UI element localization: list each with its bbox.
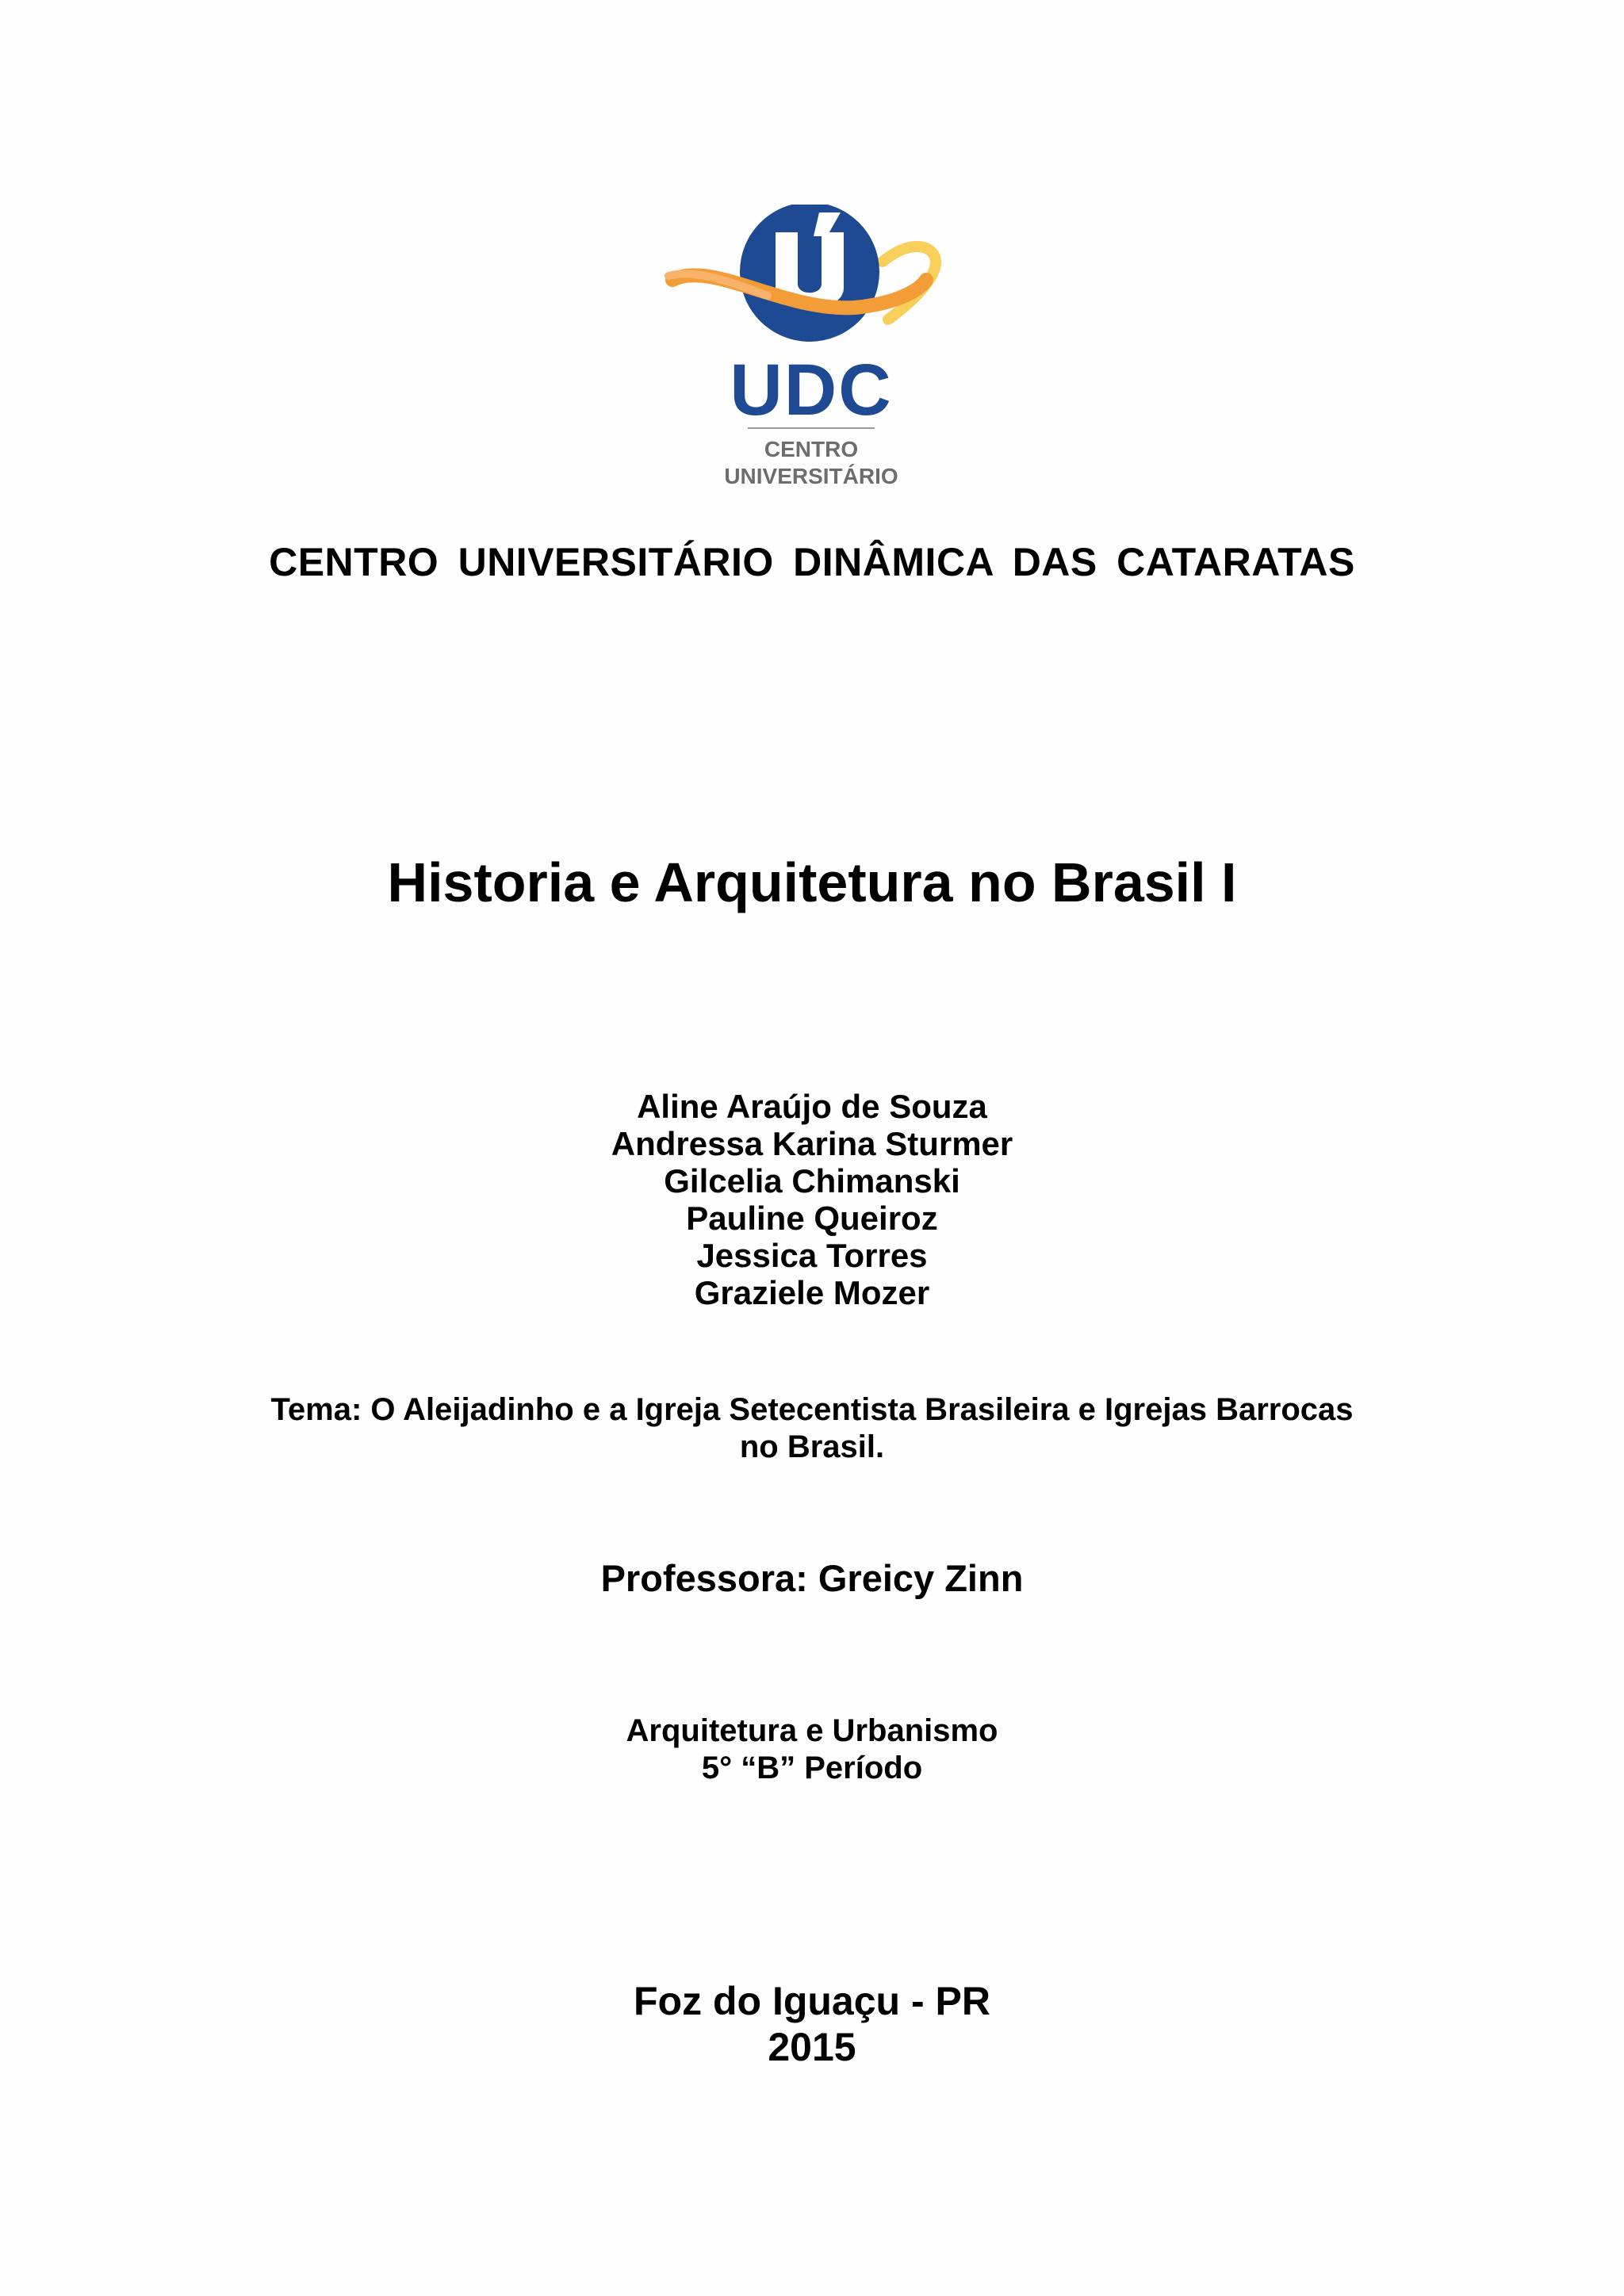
professor-name: Professora: Greicy Zinn [600, 1557, 1024, 1599]
program-info [0, 1712, 1624, 1787]
author-name: Pauline Queiroz [686, 1200, 938, 1237]
logo-brand-text: UDC [730, 350, 893, 430]
theme-statement [0, 1391, 1624, 1466]
author-name: Graziele Mozer [694, 1274, 930, 1311]
theme-line-1: Tema: O Aleijadinho e a Igreja Setecentista Brasileira e Igrejas Barrocas [270, 1392, 1354, 1427]
logo-subtitle-line2: UNIVERSITÁRIO [724, 464, 898, 488]
program-name: Arquitetura e Urbanismo [626, 1713, 998, 1748]
footer-year: 2015 [768, 2025, 856, 2069]
theme-line-2: no Brasil. [739, 1429, 885, 1464]
author-name: Aline Araújo de Souza [637, 1088, 987, 1125]
author-list [0, 1088, 1624, 1311]
author-name: Jessica Torres [696, 1237, 928, 1274]
logo-circle [740, 205, 879, 342]
author-name: Andressa Karina Sturmer [611, 1125, 1013, 1162]
program-period: 5° “B” Período [701, 1751, 923, 1785]
footer-city: Foz do Iguaçu - PR [634, 1979, 990, 2023]
logo-subtitle-line1: CENTRO [764, 437, 859, 461]
author-name: Gilcelia Chimanski [664, 1162, 960, 1200]
udc-logo [665, 205, 958, 498]
course-title: Historia e Arquitetura no Brasil I [387, 851, 1237, 913]
institution-name: CENTRO UNIVERSITÁRIO DINÂMICA DAS CATARATAS [269, 540, 1355, 584]
footer-location-year [0, 1978, 1624, 2070]
